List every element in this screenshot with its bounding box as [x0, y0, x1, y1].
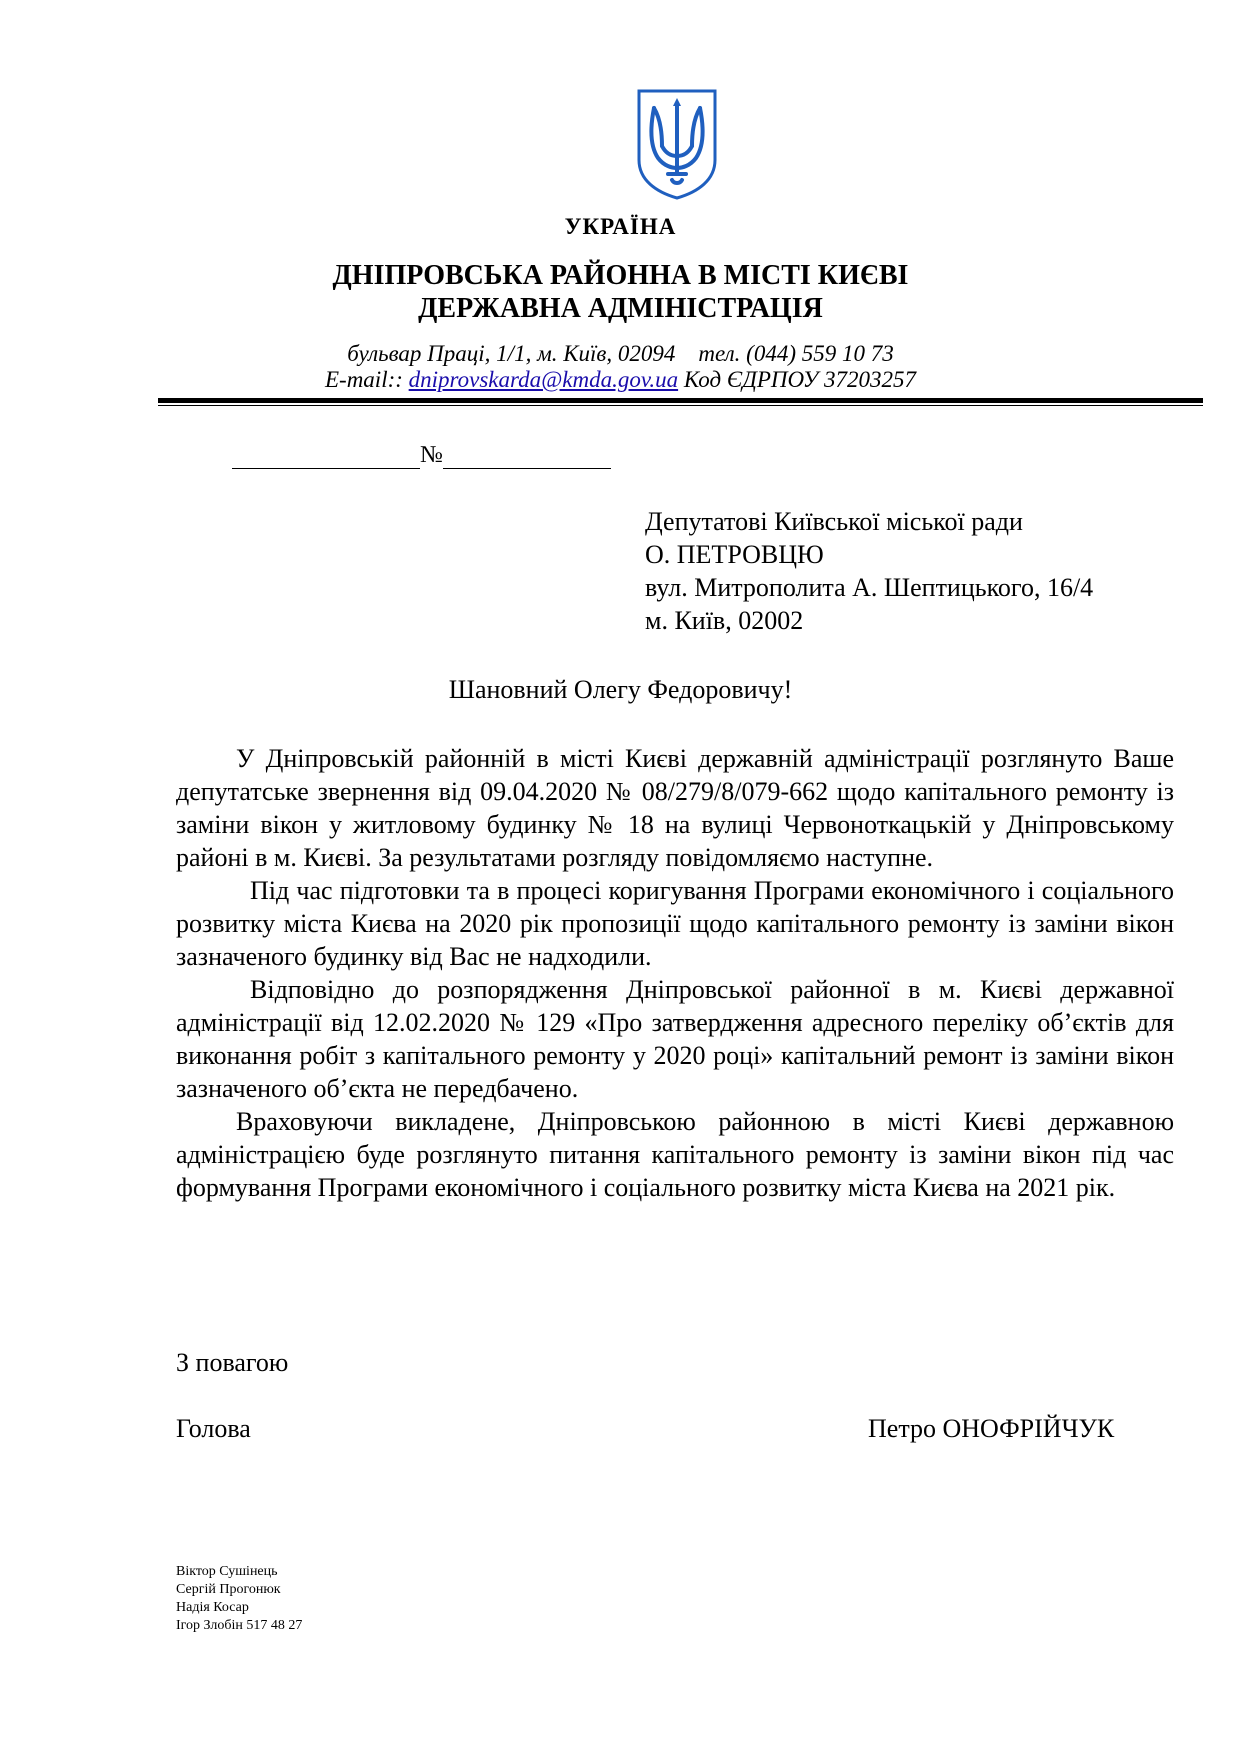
body-paragraph: У Дніпровській районній в місті Києві державній адміністрації розглянуто Ваше депутатське звернення від 09.04.2020 № 08/279/8/079-662 щодо капітального ремонту із заміни вікон у житловому будинку № 18 на вулиці Червоноткацькій у Дніпровському районі в м. Києві. За результатами розгляду повідомляємо наступне.	[176, 744, 1174, 872]
registration-line	[232, 442, 611, 469]
body-paragraph: Відповідно до розпорядження Дніпровської районної в м. Києві державної адміністрації від 12.02.2020 № 129 «Про затвердження адресного переліку об’єктів для виконання робіт з капітального ремонту у 2020 році» капітальний ремонт із заміни вікон зазначеного об’єкта не передбачено.	[176, 975, 1174, 1103]
recipient-title: Депутатові Київської міської ради	[645, 507, 1023, 536]
body-paragraph: Враховуючи викладене, Дніпровською районною в місті Києві державною адміністрацією буде розглянуто питання капітального ремонту із заміни вікон під час формування Програми економічного і соціального розвитку міста Києва на 2021 рік.	[176, 1107, 1174, 1202]
executor-item: Ігор Злобін 517 48 27	[176, 1618, 303, 1633]
phone-number: тел. (044) 559 10 73	[698, 341, 894, 366]
executor-item: Сергій Прогонюк	[176, 1582, 281, 1597]
address-line	[0, 341, 1241, 367]
signer-name: Петро ОНОФРІЙЧУК	[868, 1414, 1115, 1443]
organization-name-line2: ДЕРЖАВНА АДМІНІСТРАЦІЯ	[418, 293, 823, 324]
body-paragraph: Під час підготовки та в процесі коригування Програми економічного і соціального розвитку міста Києва на 2020 рік пропозиції щодо капітального ремонту із заміни вікон зазначеного будинку від Вас не надходили.	[176, 876, 1174, 971]
recipient-name: О. ПЕТРОВЦЮ	[645, 540, 824, 569]
country-name: УКРАЇНА	[564, 214, 677, 239]
edrpou-code: Код ЄДРПОУ 37203257	[683, 367, 916, 392]
email-label: E-mail::	[324, 367, 403, 392]
executors-list	[176, 1563, 302, 1635]
number-blank	[443, 444, 611, 469]
date-blank	[232, 444, 420, 469]
contact-line	[0, 367, 1241, 393]
header-divider-thin	[158, 405, 1203, 406]
salutation: Шановний Олегу Федоровичу!	[448, 675, 793, 704]
postal-address: бульвар Праці, 1/1, м. Київ, 02094	[347, 341, 676, 366]
executor-item: Віктор Сушінець	[176, 1564, 278, 1579]
number-sign: №	[420, 442, 443, 468]
recipient-block	[645, 505, 1093, 637]
closing-phrase: З повагою	[176, 1348, 289, 1377]
letter-body	[176, 742, 1174, 1204]
executor-item: Надія Косар	[176, 1600, 249, 1615]
header-divider-thick	[158, 398, 1203, 403]
organization-name-line1: ДНІПРОВСЬКА РАЙОННА В МІСТІ КИЄВІ	[332, 260, 909, 291]
recipient-street: вул. Митрополита А. Шептицького, 16/4	[645, 573, 1094, 602]
recipient-city: м. Київ, 02002	[645, 606, 804, 635]
signer-position: Голова	[176, 1414, 251, 1443]
email-link[interactable]: dniprovskarda@kmda.gov.ua	[408, 367, 679, 392]
trident-coat-of-arms-icon	[636, 88, 718, 200]
